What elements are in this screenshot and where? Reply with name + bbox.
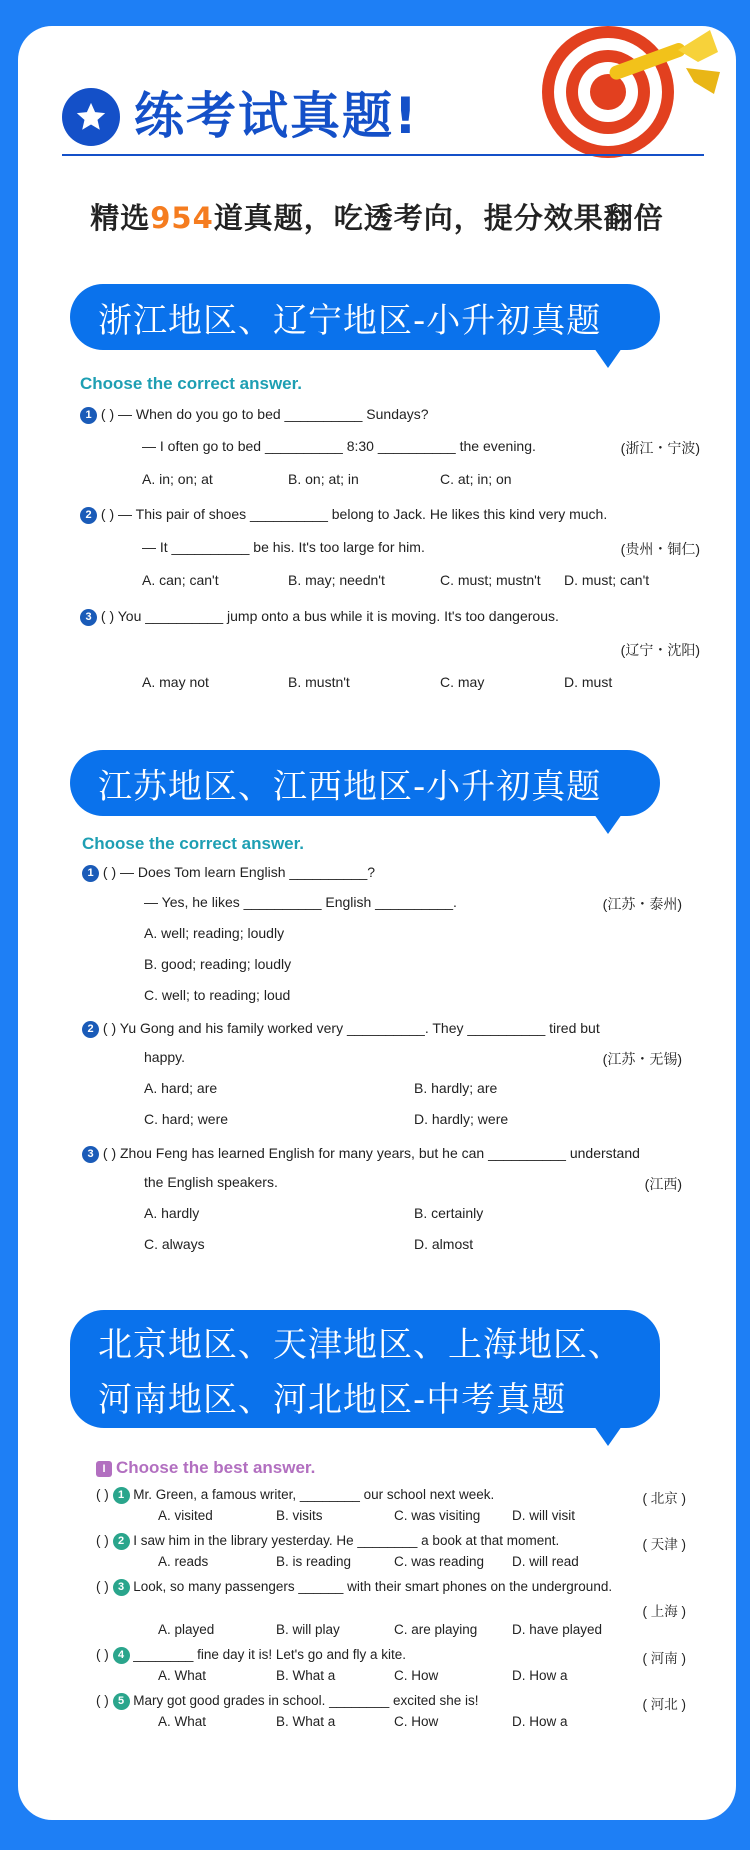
s3-q4-option-b: B. What a xyxy=(276,1668,336,1683)
question-number-badge: 2 xyxy=(82,1021,99,1038)
section2-banner xyxy=(70,750,660,816)
s3-q2-option-c: C. was reading xyxy=(394,1554,485,1569)
target-dart-icon xyxy=(538,26,736,170)
question-number-badge: 3 xyxy=(113,1579,130,1596)
s3-q4-option-d: D. How a xyxy=(512,1668,568,1683)
s3-q3-option-a: A. played xyxy=(158,1622,215,1637)
s3-q1-option-a: A. visited xyxy=(158,1508,213,1523)
s3-q5-option-a: A. What xyxy=(158,1714,207,1729)
question-text: ________ fine day it is! Let's go and fly a kite. xyxy=(133,1647,407,1663)
s3-q5-source: ( 河北 ) xyxy=(642,1697,686,1712)
s2-q3-line2: the English speakers. xyxy=(144,1174,278,1190)
answer-blank: ( ) xyxy=(102,1145,117,1161)
s2-q1-line1 xyxy=(82,864,375,882)
s1-q3-option-a: A. may not xyxy=(142,674,209,690)
s1-q3-line1 xyxy=(80,608,559,626)
s3-q2 xyxy=(96,1533,559,1550)
question-number-badge: 3 xyxy=(82,1146,99,1163)
question-count: 954 xyxy=(150,201,214,235)
s1-q3-source: (辽宁・沈阳) xyxy=(620,642,700,658)
s2-q3-option-a: A. hardly xyxy=(144,1205,200,1221)
s1-q2-option-d: D. must; can't xyxy=(564,572,650,588)
section1-questions xyxy=(80,374,700,734)
section3-instruction-text: Choose the best answer. xyxy=(116,1458,316,1477)
section3-questions xyxy=(96,1458,686,1758)
s3-q2-source: ( 天津 ) xyxy=(642,1537,686,1552)
banner-tail xyxy=(594,814,622,834)
page-title: 练考试真题! xyxy=(134,87,419,145)
section3-banner-line1: 北京地区、天津地区、上海地区、 xyxy=(98,1325,623,1365)
question-text: — Does Tom learn English __________? xyxy=(120,864,376,880)
section3-banner xyxy=(70,1310,660,1428)
s1-q2-source: (贵州・铜仁) xyxy=(620,541,700,557)
s1-q1-option-c: C. at; in; on xyxy=(440,471,512,487)
section1-banner xyxy=(70,284,660,350)
s2-q3-option-c: C. always xyxy=(144,1236,205,1252)
s2-q1-line2: — Yes, he likes __________ English __________. xyxy=(144,894,457,910)
s3-q5-option-b: B. What a xyxy=(276,1714,336,1729)
s3-q1-option-b: B. visits xyxy=(276,1508,323,1523)
banner-tail xyxy=(594,1426,622,1446)
answer-blank: ( ) xyxy=(102,864,117,880)
question-text: I saw him in the library yesterday. He ________ a book at that moment. xyxy=(133,1533,560,1549)
answer-blank: ( ) xyxy=(96,1533,109,1549)
s3-q4-option-a: A. What xyxy=(158,1668,207,1683)
question-number-badge: 5 xyxy=(113,1693,130,1710)
question-text: — This pair of shoes __________ belong to Jack. He likes this kind very much. xyxy=(118,506,608,522)
question-number-badge: 3 xyxy=(80,609,97,626)
s2-q1-option-a: A. well; reading; loudly xyxy=(144,925,285,941)
s1-q2-option-a: A. can; can't xyxy=(142,572,219,588)
s1-q1-option-b: B. on; at; in xyxy=(288,471,359,487)
section1-banner-text: 浙江地区、辽宁地区-小升初真题 xyxy=(98,300,602,341)
section1-instruction: Choose the correct answer. xyxy=(80,374,303,393)
answer-blank: ( ) xyxy=(96,1487,109,1503)
s1-q3-option-b: B. mustn't xyxy=(288,674,350,690)
banner-tail xyxy=(594,348,622,368)
s3-q1-option-d: D. will visit xyxy=(512,1508,575,1523)
content-card xyxy=(18,26,736,1820)
s1-q1-option-a: A. in; on; at xyxy=(142,471,213,487)
s2-q2-line1 xyxy=(82,1020,600,1038)
s1-q2-option-b: B. may; needn't xyxy=(288,572,385,588)
question-number-badge: 2 xyxy=(113,1533,130,1550)
s3-q4 xyxy=(96,1647,406,1664)
s1-q2-option-c: C. must; mustn't xyxy=(440,572,541,588)
question-text: Look, so many passengers ______ with their smart phones on the underground. xyxy=(133,1579,613,1595)
s3-q5 xyxy=(96,1693,479,1710)
s2-q2-line2: happy. xyxy=(144,1049,185,1065)
question-text: — When do you go to bed __________ Sundays? xyxy=(118,406,429,422)
s3-q3-source: ( 上海 ) xyxy=(642,1604,686,1619)
s1-q1-source: (浙江・宁波) xyxy=(620,440,700,456)
question-text: Yu Gong and his family worked very __________. They __________ tired but xyxy=(119,1020,600,1036)
section2-banner-text: 江苏地区、江西地区-小升初真题 xyxy=(98,766,602,807)
roman-numeral-badge: I xyxy=(96,1461,112,1477)
s3-q1-source: ( 北京 ) xyxy=(642,1491,686,1506)
s3-q2-option-d: D. will read xyxy=(512,1554,579,1569)
question-number-badge: 1 xyxy=(80,407,97,424)
s2-q3-option-b: B. certainly xyxy=(414,1205,484,1221)
s2-q1-option-c: C. well; to reading; loud xyxy=(144,987,291,1003)
s1-q3-option-c: C. may xyxy=(440,674,485,690)
s2-q2-option-d: D. hardly; were xyxy=(414,1111,509,1127)
s2-q1-source: (江苏・泰州) xyxy=(602,896,682,912)
answer-blank: ( ) xyxy=(96,1579,109,1595)
s3-q1-option-c: C. was visiting xyxy=(394,1508,481,1523)
subtitle-pre: 精选 xyxy=(90,201,151,235)
s3-q3-option-d: D. have played xyxy=(512,1622,603,1637)
section2-questions xyxy=(82,834,682,1304)
s1-q2-line1 xyxy=(80,506,607,524)
s3-q3 xyxy=(96,1579,612,1596)
s2-q3-source: (江西) xyxy=(644,1176,682,1192)
s2-q3-option-d: D. almost xyxy=(414,1236,474,1252)
s3-q3-option-b: B. will play xyxy=(276,1622,340,1637)
star-icon xyxy=(62,88,120,146)
subtitle-post: 道真题，吃透考向，提分效果翻倍 xyxy=(213,201,664,235)
s3-q1 xyxy=(96,1487,494,1504)
s3-q4-option-c: C. How xyxy=(394,1668,439,1683)
answer-blank: ( ) xyxy=(100,608,115,624)
question-number-badge: 2 xyxy=(80,507,97,524)
answer-blank: ( ) xyxy=(96,1647,109,1663)
s2-q3-line1 xyxy=(82,1145,640,1163)
question-text: You __________ jump onto a bus while it is moving. It's too dangerous. xyxy=(117,608,559,624)
s2-q1-option-b: B. good; reading; loudly xyxy=(144,956,292,972)
s3-q5-option-d: D. How a xyxy=(512,1714,568,1729)
question-text: Zhou Feng has learned English for many years, but he can __________ understand xyxy=(120,1145,640,1161)
question-number-badge: 1 xyxy=(113,1487,130,1504)
s1-q3-option-d: D. must xyxy=(564,674,613,690)
subtitle xyxy=(18,196,736,237)
s3-q2-option-b: B. is reading xyxy=(276,1554,352,1569)
answer-blank: ( ) xyxy=(100,506,115,522)
header-divider xyxy=(62,154,704,156)
s3-q2-option-a: A. reads xyxy=(158,1554,209,1569)
s3-q3-option-c: C. are playing xyxy=(394,1622,478,1637)
section2-instruction: Choose the correct answer. xyxy=(82,834,305,853)
s2-q2-option-c: C. hard; were xyxy=(144,1111,229,1127)
s2-q2-option-b: B. hardly; are xyxy=(414,1080,498,1096)
answer-blank: ( ) xyxy=(100,406,115,422)
s2-q2-source: (江苏・无锡) xyxy=(602,1051,682,1067)
question-number-badge: 4 xyxy=(113,1647,130,1664)
s3-q5-option-c: C. How xyxy=(394,1714,439,1729)
question-number-badge: 1 xyxy=(82,865,99,882)
s2-q2-option-a: A. hard; are xyxy=(144,1080,218,1096)
question-text: Mr. Green, a famous writer, ________ our school next week. xyxy=(133,1487,495,1503)
s3-q4-source: ( 河南 ) xyxy=(642,1651,686,1666)
section3-banner-line2: 河南地区、河北地区-中考真题 xyxy=(98,1380,567,1420)
s1-q1-line2: — I often go to bed __________ 8:30 __________ the evening. xyxy=(142,438,536,454)
answer-blank: ( ) xyxy=(96,1693,109,1709)
s1-q1-line1 xyxy=(80,406,429,424)
s1-q2-line2: — It __________ be his. It's too large for him. xyxy=(142,539,425,555)
question-text: Mary got good grades in school. ________ excited she is! xyxy=(133,1693,479,1709)
answer-blank: ( ) xyxy=(102,1020,117,1036)
section3-instruction xyxy=(96,1458,315,1478)
